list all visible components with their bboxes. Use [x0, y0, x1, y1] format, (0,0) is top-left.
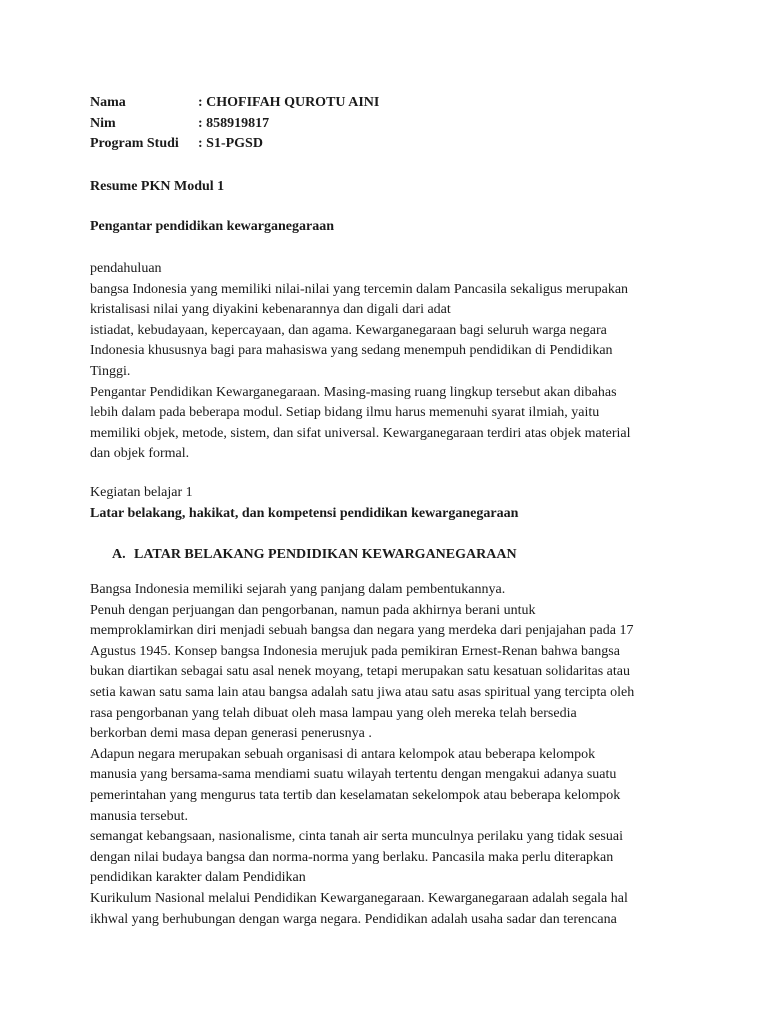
identity-value: : CHOFIFAH QUROTU AINI — [198, 95, 380, 110]
text-line: pemerintahan yang mengurus tata tertib dan keselamatan sekelompok atau beberapa kelompok — [90, 787, 621, 803]
resume-title: Resume PKN Modul 1 — [90, 179, 225, 194]
text-line: manusia yang bersama-sama mendiami suatu wilayah tertentu dengan mengakui adanya suatu — [90, 767, 617, 783]
resume-title-block — [90, 177, 690, 198]
text-line: rasa pengorbanan yang telah dibuat oleh masa lampau yang oleh mereka telah bersedia — [90, 705, 577, 721]
text-line: manusia tersebut. — [90, 808, 188, 824]
body-paragraph — [90, 580, 690, 930]
identity-value: : 858919817 — [198, 115, 270, 131]
kegiatan-label: Kegiatan belajar 1 — [90, 485, 193, 500]
section-a-heading — [90, 545, 690, 566]
text-line: Adapun negara merupakan sebuah organisasi di antara kelompok atau beberapa kelompok — [90, 746, 596, 762]
identity-row-name — [90, 93, 690, 114]
text-line: Kurikulum Nasional melalui Pendidikan Kewarganegaraan. Kewarganegaraan adalah segala hal — [90, 890, 628, 906]
text-line: dan objek formal. — [90, 446, 190, 462]
intro-paragraph — [90, 259, 690, 465]
kegiatan-title: Latar belakang, hakikat, dan kompetensi pendidikan kewarganegaraan — [90, 505, 519, 521]
section-title: LATAR BELAKANG PENDIDIKAN KEWARGANEGARAAN — [134, 547, 517, 562]
text-line: kristalisasi nilai yang diyakini kebenarannya dan digali dari adat — [90, 302, 451, 318]
identity-label: Program Studi — [90, 136, 179, 152]
text-line: memiliki objek, metode, sistem, dan sifat universal. Kewarganegaraan terdiri atas objek material — [90, 425, 631, 441]
text-line: Pengantar Pendidikan Kewarganegaraan. Masing-masing ruang lingkup tersebut akan dibahas — [90, 384, 617, 400]
text-line: semangat kebangsaan, nasionalisme, cinta tanah air serta munculnya perilaku yang tidak sesuai — [90, 829, 623, 845]
text-line: berkorban demi masa depan generasi penerusnya . — [90, 726, 372, 742]
identity-value: : S1-PGSD — [198, 136, 263, 152]
text-line: Indonesia khususnya bagi para mahasiswa yang sedang menempuh pendidikan di Pendidikan — [90, 343, 613, 359]
text-line: memproklamirkan diri menjadi sebuah bangsa dan negara yang merdeka dari penjajahan pada 17 — [90, 623, 634, 639]
text-line: ikhwal yang berhubungan dengan warga negara. Pendidikan adalah usaha sadar dan terencana — [90, 911, 617, 927]
identity-label: Nama — [90, 95, 126, 110]
identity-header — [90, 93, 690, 155]
text-line: istiadat, kebudayaan, kepercayaan, dan agama. Kewarganegaraan bagi seluruh warga negara — [90, 322, 607, 338]
text-line: pendahuluan — [90, 261, 162, 276]
text-line: bangsa Indonesia yang memiliki nilai-nilai yang tercemin dalam Pancasila sekaligus merupakan — [90, 281, 629, 297]
text-line: lebih dalam pada beberapa modul. Setiap bidang ilmu harus memenuhi syarat ilmiah, yaitu — [90, 405, 600, 421]
course-title: Pengantar pendidikan kewarganegaraan — [90, 219, 334, 234]
section-a-heading-block — [90, 545, 690, 566]
text-line: dengan nilai budaya bangsa dan norma-norma yang berlaku. Pancasila maka perlu diterapkan — [90, 849, 614, 865]
text-line: Penuh dengan perjuangan dan pengorbanan, namun pada akhirnya berani untuk — [90, 602, 536, 618]
text-line: Bangsa Indonesia memiliki sejarah yang panjang dalam pembentukannya. — [90, 582, 506, 597]
text-line: Tinggi. — [90, 363, 131, 379]
text-line: Agustus 1945. Konsep bangsa Indonesia merujuk pada pemikiran Ernest-Renan bahwa bangsa — [90, 643, 620, 659]
identity-label: Nim — [90, 115, 116, 131]
section-marker: A. — [112, 547, 126, 562]
identity-row-program — [90, 134, 690, 155]
kegiatan-belajar-block — [90, 483, 690, 524]
course-title-block — [90, 217, 690, 238]
identity-row-nim — [90, 114, 690, 135]
text-line: pendidikan karakter dalam Pendidikan — [90, 870, 306, 886]
text-line: bukan diartikan sebagai satu asal nenek moyang, tetapi merupakan satu kesatuan solidaritas atau — [90, 664, 630, 680]
text-line: setia kawan satu sama lain atau bangsa adalah satu jiwa atau satu asas spiritual yang tercipta oleh — [90, 684, 635, 700]
